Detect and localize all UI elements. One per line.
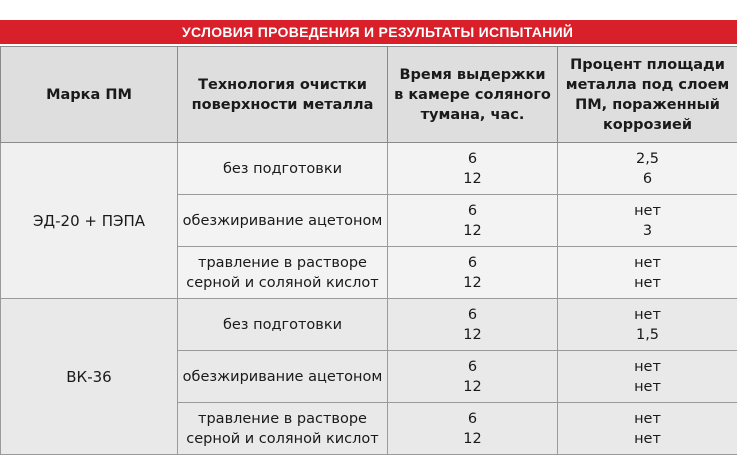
- technology-cell: без подготовки: [178, 143, 388, 195]
- percent-value: нет: [634, 202, 661, 219]
- technology-cell: травление в растворе серной и соляной кислот: [178, 403, 388, 455]
- technology-cell: без подготовки: [178, 299, 388, 351]
- percent-cell: [558, 143, 737, 195]
- time-value: 12: [463, 430, 482, 447]
- time-value: 12: [463, 222, 482, 239]
- percent-value: нет: [634, 274, 661, 291]
- header-brand: Марка ПМ: [1, 47, 178, 143]
- percent-value: нет: [634, 254, 661, 271]
- table-row: [1, 299, 737, 351]
- header-exposure-time: Время выдержки в камере соляного тумана, час.: [388, 47, 558, 143]
- percent-value: нет: [634, 410, 661, 427]
- header-row: [1, 47, 737, 143]
- time-value: 6: [467, 254, 478, 271]
- banner-title: УСЛОВИЯ ПРОВЕДЕНИЯ И РЕЗУЛЬТАТЫ ИСПЫТАНИЙ: [182, 24, 574, 40]
- percent-value: нет: [634, 430, 661, 447]
- time-value: 6: [467, 306, 478, 323]
- percent-value: 2,5: [635, 150, 660, 167]
- time-value: 6: [467, 202, 478, 219]
- table-row: [1, 143, 737, 195]
- percent-value: нет: [634, 306, 661, 323]
- technology-cell: обезжиривание ацетоном: [178, 195, 388, 247]
- percent-value: нет: [634, 358, 661, 375]
- header-technology: Технология очистки поверхности металла: [178, 47, 388, 143]
- time-cell: [388, 403, 558, 455]
- brand-cell: ЭД-20 + ПЭПА: [1, 143, 178, 299]
- percent-cell: [558, 247, 737, 299]
- time-cell: [388, 247, 558, 299]
- percent-value: 6: [642, 170, 653, 187]
- time-cell: [388, 351, 558, 403]
- brand-cell: ВК-36: [1, 299, 178, 455]
- section-banner: [0, 20, 737, 44]
- percent-value: 3: [642, 222, 653, 239]
- results-table: [0, 46, 737, 455]
- percent-cell: [558, 351, 737, 403]
- percent-value: 1,5: [635, 326, 660, 343]
- technology-cell: травление в растворе серной и соляной кислот: [178, 247, 388, 299]
- time-value: 6: [467, 358, 478, 375]
- percent-value: нет: [634, 378, 661, 395]
- percent-cell: [558, 299, 737, 351]
- time-value: 12: [463, 326, 482, 343]
- percent-cell: [558, 195, 737, 247]
- time-cell: [388, 143, 558, 195]
- time-value: 12: [463, 170, 482, 187]
- time-cell: [388, 195, 558, 247]
- technology-cell: обезжиривание ацетоном: [178, 351, 388, 403]
- percent-cell: [558, 403, 737, 455]
- time-value: 6: [467, 410, 478, 427]
- time-value: 12: [463, 274, 482, 291]
- time-value: 12: [463, 378, 482, 395]
- time-cell: [388, 299, 558, 351]
- header-corrosion-percent: Процент площади металла под слоем ПМ, пораженный коррозией: [558, 47, 737, 143]
- time-value: 6: [467, 150, 478, 167]
